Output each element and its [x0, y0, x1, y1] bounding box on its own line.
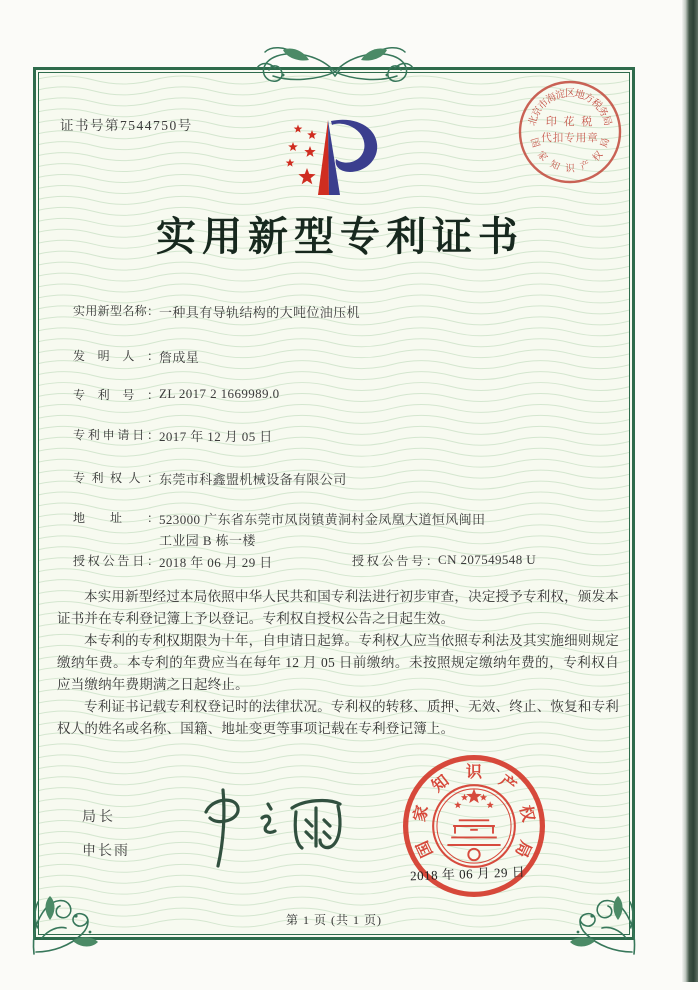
seal-arc-char: 京 [530, 104, 545, 120]
field-value: 一种具有导轨结构的大吨位油压机 [159, 305, 361, 320]
seal-arc-char: 北 [526, 114, 541, 128]
field-value: CN 207549548 U [438, 552, 537, 567]
seal-arc-char: 市 [536, 97, 552, 113]
field-row-inventor [73, 347, 199, 366]
star-shape [454, 801, 461, 808]
field-value: 东莞市科鑫盟机械设备有限公司 [159, 472, 347, 487]
field-label: 地址： [73, 511, 159, 525]
star-shape [298, 168, 315, 184]
logo-blue-wedge [328, 120, 340, 195]
field-label: 专利权人： [73, 471, 159, 485]
field-row-patent-number [73, 386, 280, 403]
seal-arc-char: 局 [599, 136, 613, 150]
star-shape [487, 801, 494, 808]
address-line-2: 工业园 B 栋一楼 [159, 533, 256, 548]
field-label: 发明人： [73, 349, 159, 363]
certificate-number: 证书号第7544750号 [60, 118, 193, 133]
seal-arc-char: 知 [429, 772, 453, 796]
bottom-left-flourish-ornament [30, 858, 130, 958]
tax-stamp-icon [515, 77, 625, 187]
seal-arc-char: 海 [544, 91, 559, 107]
field-row-patentee [73, 469, 347, 488]
bottom-right-flourish-ornament [538, 858, 638, 958]
stamp-center-line-2: 代扣专用章 [541, 133, 599, 144]
seal-arc-char: 方 [581, 91, 596, 107]
address-line-1: 523000 广东省东莞市凤岗镇黄洞村金凤凰大道恒风闽田 [159, 512, 486, 527]
certificate-title: 实用新型专利证书 [156, 214, 524, 259]
seal-arc-char: 识 [465, 763, 483, 781]
seal-arc-char: 局 [511, 837, 534, 860]
signer-title: 局长 [82, 810, 116, 825]
star-shape [286, 159, 295, 167]
seal-arc-char: 务 [595, 104, 610, 120]
seal-arc-char: 权 [516, 803, 537, 824]
stamp-center-line-1: 印 花 税 [545, 116, 595, 128]
star-shape [461, 794, 468, 801]
seal-arc-char: 产 [579, 159, 592, 173]
scan-edge-strip [682, 0, 698, 982]
star-shape [288, 142, 298, 151]
paragraph-register-statement: 专利证书记载专利权登记时的法律状况。专利权的转移、质押、无效、终止、恢复和专利权人的姓名或名称、国籍、地址变更等事项记载在专利登记簿上。 [57, 699, 619, 736]
seal-arc-char: 权 [591, 149, 606, 164]
seal-arc-char: 识 [565, 164, 575, 175]
seal-arc-char: 产 [495, 772, 519, 796]
field-value: 2017 年 12 月 05 日 [159, 429, 273, 444]
seal-date: 2018 年 06 月 29 日 [409, 864, 526, 884]
field-label: 授权公告号： [352, 554, 438, 568]
seal-arc-char: 知 [548, 159, 561, 173]
seal-arc-char: 家 [411, 803, 432, 824]
logo-red-wedge [318, 120, 329, 195]
field-label: 实用新型名称： [73, 304, 159, 318]
seal-arc-char: 国 [527, 136, 541, 150]
field-value: 詹成星 [159, 350, 200, 365]
field-label: 授权公告日： [73, 554, 159, 568]
field-row-address [73, 509, 609, 551]
paragraph-term-and-fees: 本专利的专利权期限为十年，自申请日起算。专利权人应当依照专利法及其实施细则规定缴纳年费。本专利的年费应当在每年 12 月 05 日前缴纳。未按照规定缴纳年费的，专利权自应当缴纳年费期满之日起终止。 [57, 633, 619, 692]
paragraph-grant-statement: 本实用新型经过本局依照中华人民共和国专利法进行初步审查，决定授予专利权，颁发本证书并在专利登记簿上予以登记。专利权自授权公告之日起生效。 [57, 589, 619, 626]
certificate-body-paragraphs [57, 586, 619, 740]
national-emblem [433, 785, 515, 867]
seal-arc-char: 地 [573, 88, 586, 102]
field-row-utility-model-name [73, 302, 360, 321]
seal-arc-char: 税 [588, 97, 604, 113]
signer-name: 申长雨 [82, 844, 130, 859]
logo-p-bowl [331, 120, 377, 172]
field-label: 专利号： [73, 388, 159, 402]
field-grant-number [352, 552, 536, 569]
field-row-application-date [73, 426, 273, 445]
seal-arc-char: 国 [414, 837, 437, 860]
field-value: ZL 2017 2 1669989.0 [159, 386, 280, 401]
seal-arc-char: 家 [534, 149, 549, 164]
top-flourish-ornament [225, 42, 445, 94]
star-shape [304, 146, 315, 157]
field-row-grant [73, 552, 537, 571]
star-shape [480, 794, 487, 801]
star-shape [294, 125, 303, 133]
handwritten-signature-icon [192, 782, 352, 877]
field-value [159, 509, 609, 551]
star-shape [466, 788, 481, 803]
patent-logo-icon [282, 112, 386, 204]
field-label: 专利申请日： [73, 428, 159, 442]
seal-arc-char: 淀 [554, 88, 567, 102]
field-value: 2018 年 06 月 29 日 [159, 555, 273, 570]
seal-arc-char: 局 [599, 114, 614, 128]
page-footer: 第 1 页 (共 1 页) [286, 913, 382, 927]
seal-arc-char: 区 [565, 88, 575, 100]
logo-stars [286, 125, 317, 185]
star-shape [307, 130, 317, 139]
